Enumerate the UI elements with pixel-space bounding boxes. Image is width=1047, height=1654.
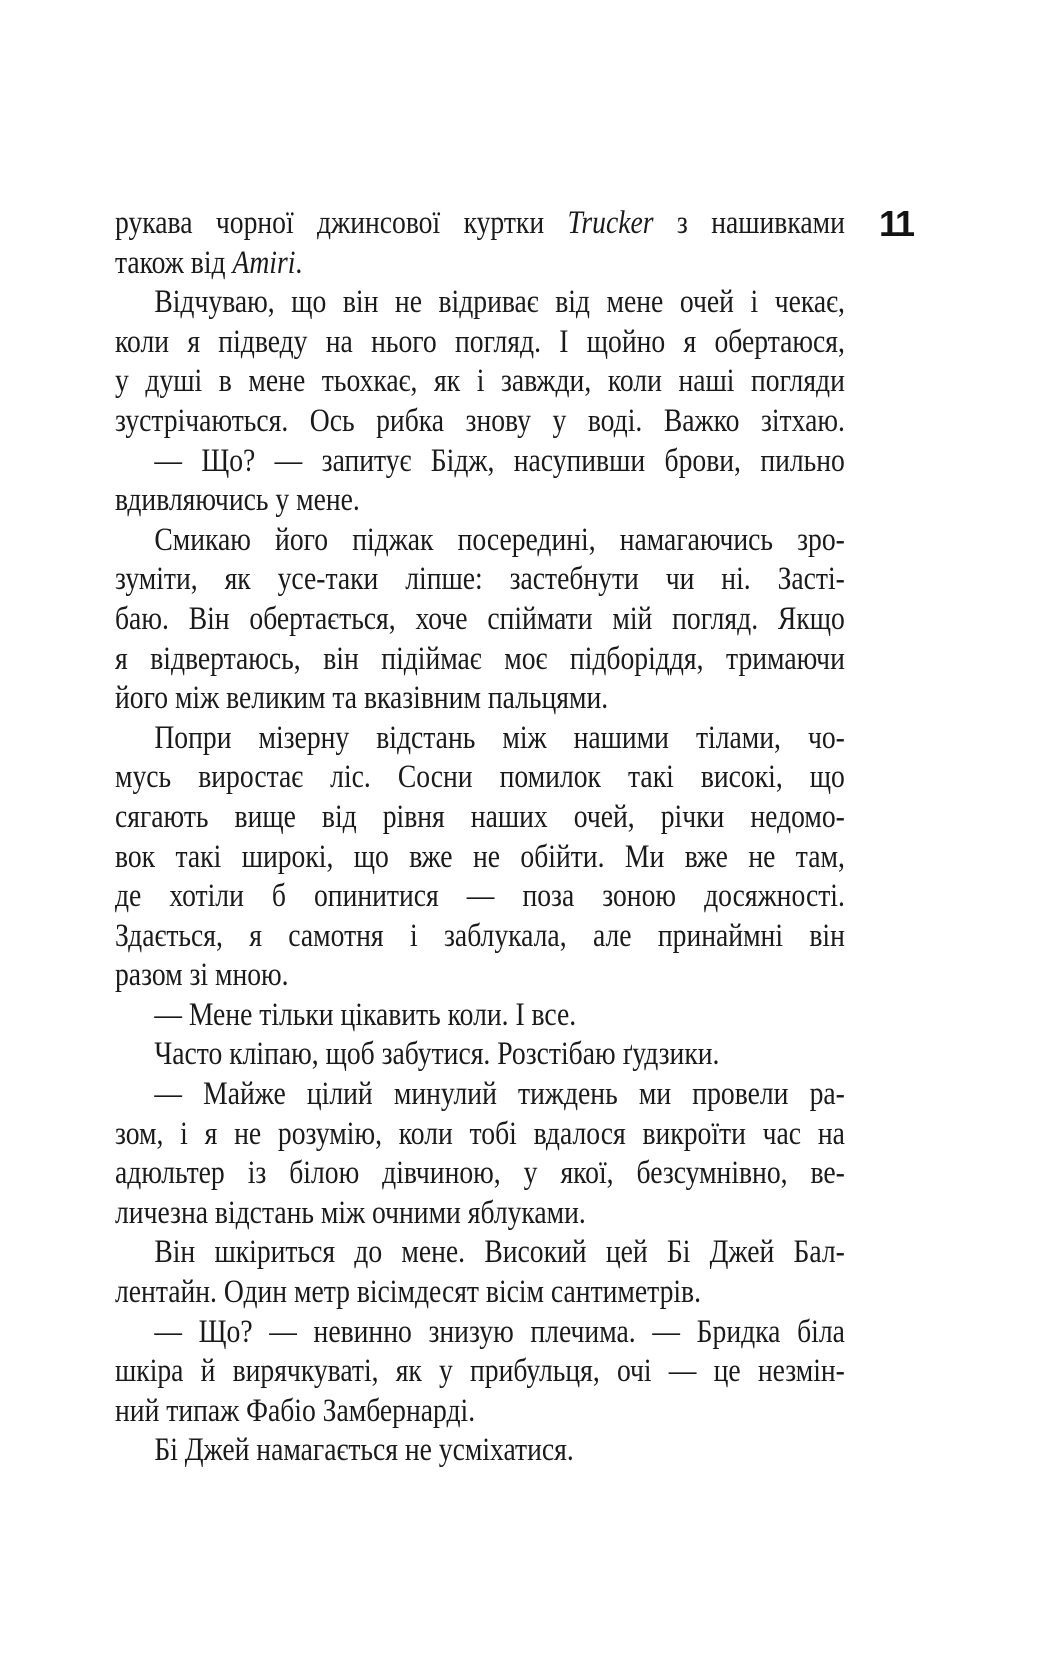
text-line bbox=[115, 362, 845, 402]
text-line bbox=[115, 1075, 845, 1115]
text-line bbox=[115, 798, 845, 838]
text-segment: його між великим та вказівним пальцями. bbox=[115, 680, 609, 717]
text-segment: лентайн. Один метр вісімдесят вісім сантиметрів. bbox=[115, 1274, 702, 1311]
text-line bbox=[115, 442, 845, 482]
text-line bbox=[115, 1392, 845, 1432]
text-segment: зустрічаються. Ось рибка знову у воді. Важко зітхаю. bbox=[115, 402, 845, 439]
text-line bbox=[115, 323, 845, 363]
text-segment: вдивляючись у мене. bbox=[115, 482, 360, 519]
text-segment-italic: Amiri bbox=[232, 244, 296, 281]
text-line bbox=[115, 838, 845, 878]
text-line bbox=[115, 600, 845, 640]
text-segment: — Майже цілий минулий тиждень ми провели ра- bbox=[154, 1076, 845, 1113]
text-segment: Він шкіриться до мене. Високий цей Бі Джей Бал- bbox=[154, 1234, 845, 1271]
text-line bbox=[115, 244, 845, 284]
page-number: 11 bbox=[879, 203, 914, 244]
text-line bbox=[115, 1115, 845, 1155]
text-line bbox=[115, 521, 845, 561]
text-segment: з нашивками bbox=[653, 205, 845, 241]
text-line bbox=[115, 560, 845, 600]
text-segment: — Що? — невинно знизую плечима. — Бридка біла bbox=[154, 1313, 845, 1350]
text-segment: ний типаж Фабіо Замбернарді. bbox=[115, 1392, 476, 1429]
text-line bbox=[115, 1352, 845, 1392]
text-segment: шкіра й вирячкуваті, як у прибульця, очі — це незмін- bbox=[115, 1353, 845, 1390]
text-segment: баю. Він обертається, хоче спіймати мій погляд. Якщо bbox=[115, 600, 845, 637]
text-segment-italic: Trucker bbox=[567, 205, 654, 241]
text-line bbox=[115, 956, 845, 996]
text-segment: я відвертаюсь, він підіймає моє підборіддя, тримаючи bbox=[115, 640, 845, 677]
text-line bbox=[115, 1035, 845, 1075]
text-segment: — Мене тільки цікавить коли. І все. bbox=[154, 996, 577, 1033]
text-line bbox=[115, 640, 845, 680]
text-segment: зом, і я не розумію, коли тобі вдалося викроїти час на bbox=[115, 1115, 845, 1152]
text-line bbox=[115, 1313, 845, 1353]
text-block bbox=[115, 204, 845, 1471]
text-line bbox=[115, 1431, 845, 1471]
text-segment: Смикаю його піджак посередині, намагаючись зро- bbox=[154, 521, 845, 558]
text-segment: мусь виростає ліс. Сосни помилок такі високі, що bbox=[115, 759, 845, 796]
text-segment: рукава чорної джинсової куртки bbox=[115, 205, 568, 241]
text-line bbox=[115, 719, 845, 759]
text-segment: . bbox=[295, 244, 303, 281]
text-line bbox=[115, 1194, 845, 1234]
text-segment: адюльтер із білою дівчиною, у якої, безсумнівно, ве- bbox=[115, 1155, 845, 1192]
text-line bbox=[115, 481, 845, 521]
text-segment: також від bbox=[115, 244, 233, 281]
text-segment: зуміти, як усе-таки ліпше: застебнути чи ні. Засті- bbox=[115, 561, 845, 598]
text-segment: де хотіли б опинитися — поза зоною досяжності. bbox=[115, 878, 845, 915]
text-segment: — Що? — запитує Бідж, насупивши брови, пильно bbox=[154, 442, 845, 479]
text-segment: вок такі широкі, що вже не обійти. Ми вже не там, bbox=[115, 838, 845, 875]
text-line bbox=[115, 917, 845, 957]
text-segment: сягають вище від рівня наших очей, річки недомо- bbox=[115, 798, 845, 835]
text-segment: у душі в мене тьохкає, як і завжди, коли наші погляди bbox=[115, 363, 845, 400]
text-line bbox=[115, 1154, 845, 1194]
text-line bbox=[115, 679, 845, 719]
text-line bbox=[115, 877, 845, 917]
text-line bbox=[115, 402, 845, 442]
text-line bbox=[115, 1233, 845, 1273]
text-line bbox=[115, 758, 845, 798]
text-line bbox=[115, 996, 845, 1036]
text-segment: Відчуваю, що він не відриває від мене очей і чекає, bbox=[154, 284, 845, 321]
text-segment: Здається, я самотня і заблукала, але принаймні він bbox=[115, 917, 845, 954]
text-line bbox=[115, 204, 845, 244]
text-segment: Бі Джей намагається не усміхатися. bbox=[154, 1432, 574, 1469]
text-segment: Попри мізерну відстань між нашими тілами, чо- bbox=[154, 719, 845, 756]
text-line bbox=[115, 283, 845, 323]
text-line bbox=[115, 1273, 845, 1313]
text-segment: личезна відстань між очними яблуками. bbox=[115, 1194, 586, 1231]
text-segment: коли я підведу на нього погляд. І щойно я обертаюся, bbox=[115, 323, 845, 360]
text-segment: разом зі мною. bbox=[115, 957, 289, 994]
text-segment: Часто кліпаю, щоб забутися. Розстібаю ґудзики. bbox=[154, 1036, 720, 1073]
